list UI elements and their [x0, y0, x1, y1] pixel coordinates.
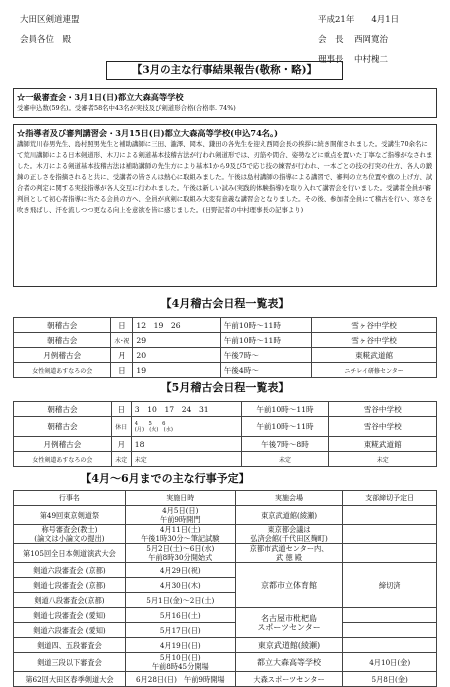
report-2-heading: ☆指導者及び審判講習会・3月15日(日)都立大森高等学校(申込74名。) [17, 128, 278, 138]
place: ニチレイ研修センター [312, 363, 437, 378]
table-row [14, 525, 437, 544]
time: 午後4時～ [220, 363, 311, 378]
col-header-date: 実施日時 [125, 491, 235, 506]
dates: 20 [133, 348, 220, 363]
table-row [14, 318, 437, 333]
time: 午前10時～11時 [241, 417, 329, 437]
event-date: 4月29日(祝) [125, 563, 235, 578]
event-venue: 名古屋市枇杷島 スポーツセンター [235, 608, 343, 638]
event-date: 4月5日(日) 午前9時開門 [125, 506, 235, 525]
event-deadline: 締切済 [343, 563, 437, 608]
may-schedule-table [13, 401, 437, 467]
event-venue: 京都市武道センター内、 武 徳 殿 [235, 544, 343, 563]
place: 雪ヶ谷中学校 [312, 318, 437, 333]
event-name: 朝稽古会 [14, 402, 112, 417]
event-name: 朝稽古会 [14, 333, 111, 348]
event-date: 5月17日(日) [125, 623, 235, 638]
director-name: 中村槐二 [354, 55, 389, 65]
event-name: 月例稽古会 [14, 348, 111, 363]
event-name: 剣道八段審査会(京都) [14, 593, 126, 608]
table-row [14, 333, 437, 348]
dates: 19 [133, 363, 220, 378]
event-name: 朝稽古会 [14, 417, 112, 437]
event-deadline [343, 623, 437, 638]
col-header-venue: 実施会場 [235, 491, 343, 506]
event-date: 4月11日(土) 午後1時30分～筆記試験 [125, 525, 235, 544]
org-name: 大田区剣道連盟 [20, 15, 80, 25]
event-deadline [343, 506, 437, 525]
time: 午前10時～11時 [220, 318, 311, 333]
table-row [14, 363, 437, 378]
event-name: 第49回東京剣道祭 [14, 506, 126, 525]
addressee: 会員各位 殿 [20, 35, 72, 45]
table-row [14, 563, 437, 578]
table-row [14, 544, 437, 563]
weekday: 未定 [111, 452, 131, 467]
event-name: 第105回全日本剣道演武大会 [14, 544, 126, 563]
event-name: 剣道四、五段審査会 [14, 638, 126, 653]
dates: 12 19 26 [133, 318, 220, 333]
report-1-heading: ☆一級審査会・3月1日(日)都立大森高等学校 [17, 92, 184, 102]
weekday: 水･祝 [111, 333, 133, 348]
table-row [14, 417, 437, 437]
table-row [14, 672, 437, 687]
table-row [14, 608, 437, 623]
event-name: 剣道七段審査会 (愛知) [14, 608, 126, 623]
event-name: 剣道七段審査会 (京都) [14, 578, 126, 593]
april-schedule-table [13, 317, 437, 378]
event-venue [235, 563, 343, 578]
event-name: 月例稽古会 [14, 437, 112, 452]
may-schedule-title: 【5月稽古会日程一覧表】 [160, 381, 290, 394]
time: 午前10時～11時 [220, 333, 311, 348]
issue-date: 平成21年 4月1日 [318, 15, 400, 25]
report-1-body: 受審申込数(59名)。受審者58名中43名が実技及び剣道形合格(合格率. 74%) [17, 104, 236, 112]
dates-days: 4 5 6 [134, 420, 166, 427]
event-name: 第62回大田区春季剣道大会 [14, 672, 126, 687]
event-date: 4月30日(木) [125, 578, 235, 593]
event-venue: 京都市立体育館 [235, 578, 343, 593]
table-row [14, 638, 437, 653]
events-table [13, 490, 437, 687]
event-date: 5月2日(土)～6日(水) 午前8時30分開始式 [125, 544, 235, 563]
table-row [14, 437, 437, 452]
event-name: 朝稽古会 [14, 318, 111, 333]
place: 雪谷中学校 [329, 417, 437, 437]
event-name: 剣道三段以下審査会 [14, 653, 126, 672]
table-row [14, 506, 437, 525]
time: 午前10時～11時 [241, 402, 329, 417]
table-row [14, 348, 437, 363]
april-schedule-title: 【4月稽古会日程一覧表】 [160, 297, 290, 310]
dates: 18 [131, 437, 241, 452]
weekday: 日 [111, 318, 133, 333]
col-header-deadline: 支部締切予定日 [343, 491, 437, 506]
event-deadline: 4月10日(金) [343, 653, 437, 672]
place: 雪谷中学校 [329, 402, 437, 417]
event-date: 5月1日(金)～2日(土) [125, 593, 235, 608]
time: 午後7時～8時 [241, 437, 329, 452]
dates-weekdays: (月) (火) (水) [134, 426, 173, 433]
event-venue: 都立大森高等学校 [235, 653, 343, 672]
weekday: 月 [111, 348, 133, 363]
weekday: 日 [111, 402, 131, 417]
dates: 29 [133, 333, 220, 348]
dates: 3 10 17 24 31 [131, 402, 241, 417]
event-name: 称号審査会(教士) (論文は小論文の提出) [14, 525, 126, 544]
table-header-row [14, 491, 437, 506]
event-deadline [343, 525, 437, 544]
time: 午後7時～ [220, 348, 311, 363]
event-date: 5月10日(日) 午前8時45分開場 [125, 653, 235, 672]
event-name: 女性剣道あすなろの会 [14, 363, 111, 378]
weekday: 日 [111, 363, 133, 378]
time: 未定 [241, 452, 329, 467]
dates: 未定 [131, 452, 241, 467]
event-venue: 東京都会議は 弘済会館(千代田区麹町) [235, 525, 343, 544]
event-name: 剣道六段審査会 (愛知) [14, 623, 126, 638]
event-deadline [343, 608, 437, 623]
place: 東糀武道館 [312, 348, 437, 363]
place: 東糀武道館 [329, 437, 437, 452]
event-venue [235, 593, 343, 608]
col-header-event: 行事名 [14, 491, 126, 506]
event-deadline [343, 638, 437, 653]
events-title: 【4月～6月までの主な行事予定】 [80, 472, 250, 485]
weekday: 月 [111, 437, 131, 452]
event-venue: 大森スポーツセンター [235, 672, 343, 687]
director-role: 理事長 [318, 55, 344, 65]
table-row [14, 653, 437, 672]
event-name: 剣道六段審査会 (京都) [14, 563, 126, 578]
event-name: 女性剣道あすなろの会 [14, 452, 112, 467]
president-role: 会 長 [318, 35, 344, 45]
event-date: 4月19日(日) [125, 638, 235, 653]
table-row [14, 402, 437, 417]
report-2-body: 講師荒川春男先生、島村照男先生と補助講師に三田、瀧澤、岡本、鎌田の各先生を迎え西岡会長の挨拶に続き開催されました。受講生70余名にて荒川講師による日本剣道形、木刀による剣道基本技稽古法が行われ剣道形では、刃筋や間合、姿勢などに重点を置いた丁寧なご指導がなされました。木刀による剣道基本技稽古法は補助講師の先生方により基本1から9及び5で応じ技の練習が行われ、一本ごとの技の打突の仕方、各人の鍛錬の正しさを指摘されると共に、受講者の皆さんは熱心に取組みました。午後は島村講師の指導による講習で、審判の立ち位置や旗の上げ方、試合者の判定に関する実技指導が各人交互に行われました。午後は新しい試み(実践的体験指導)を取り入れて講習会を行いました。受講者全員が審判員として初心者指導に当たる会員の方へ、全員が真剣に取組み大変有意義な講習会となりました。その後、参加者全員にて稽古を行い、寒さを吹き飛ばし、汗を流しつつ更なる向上を意欲を皆に感じました。(日野記者の中村理事長の記事より) [17, 140, 433, 214]
event-deadline [343, 544, 437, 563]
table-row [14, 452, 437, 467]
event-venue: 東京武道館(綾瀬) [235, 638, 343, 653]
weekday: 休日 [111, 417, 131, 437]
header-left [20, 10, 80, 50]
report-title: 【3月の主な行事結果報告(敬称・略)】 [106, 61, 343, 80]
dates [131, 417, 241, 437]
event-venue: 東京武道館(綾瀬) [235, 506, 343, 525]
president-name: 西岡寛治 [354, 35, 389, 45]
place: 雪ヶ谷中学校 [312, 333, 437, 348]
report-box-2 [13, 124, 437, 287]
event-deadline: 5月8日(金) [343, 672, 437, 687]
report-box-1 [13, 88, 437, 118]
event-date: 5月16日(土) [125, 608, 235, 623]
event-date: 6月28日(日) 午前9時開場 [125, 672, 235, 687]
table-row [14, 623, 437, 638]
place: 未定 [329, 452, 437, 467]
